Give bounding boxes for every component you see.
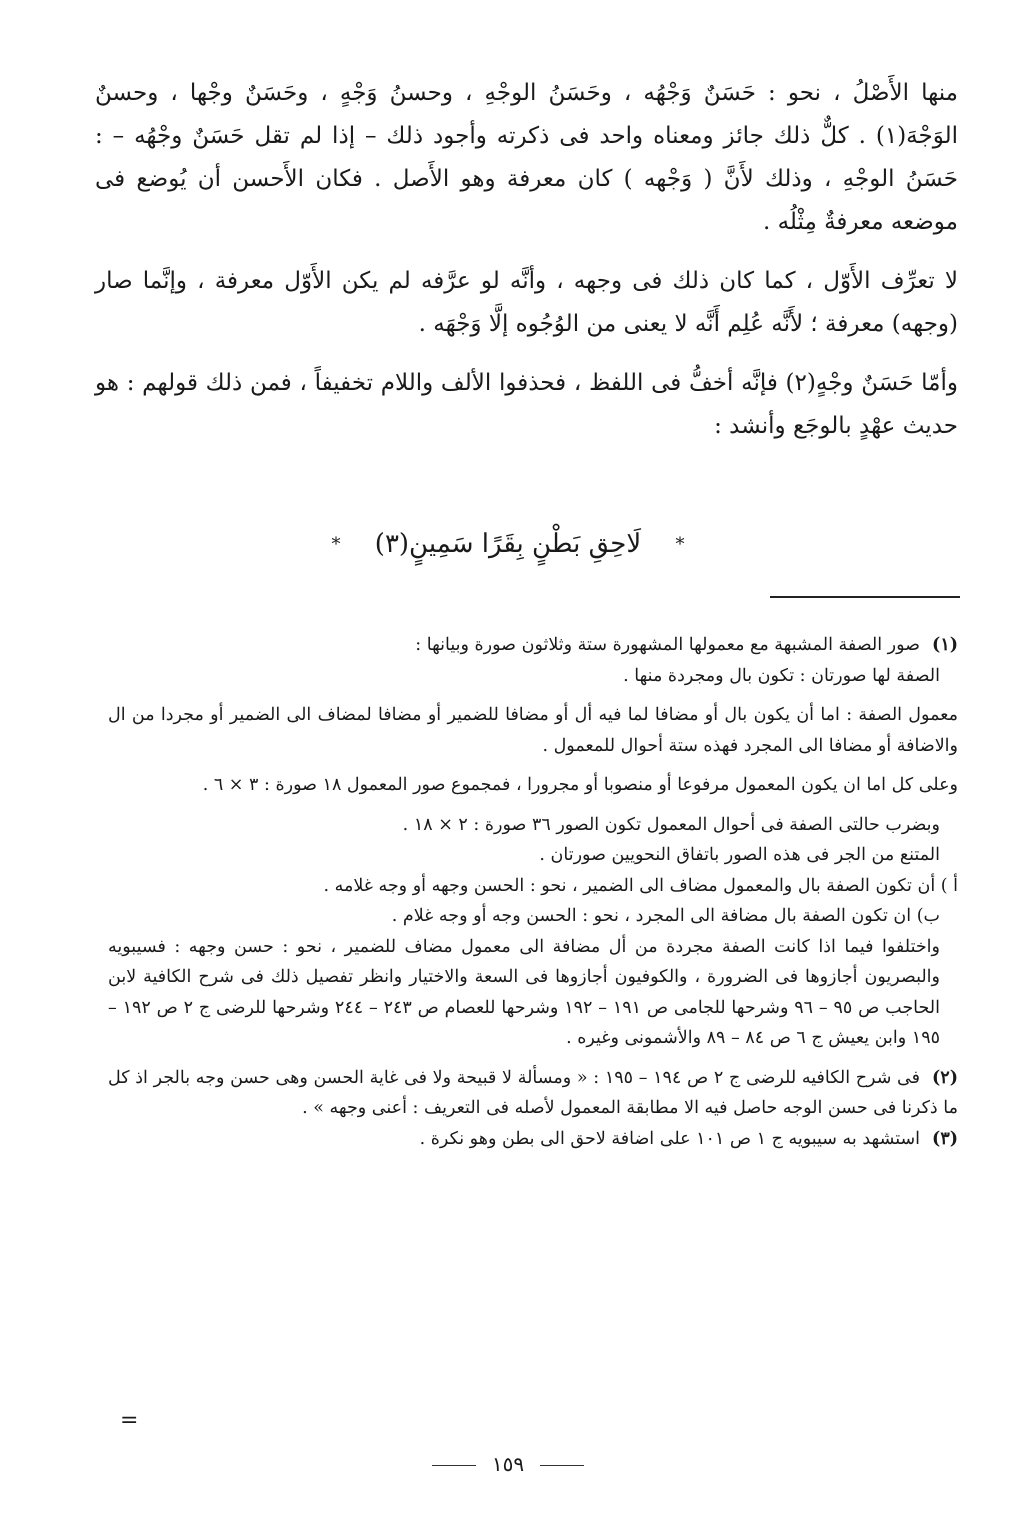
footnote-number: (١) xyxy=(932,635,958,655)
verse-star-left: * xyxy=(331,534,341,555)
footnote-line: الصفة لها صورتان : تكون بال ومجردة منها . xyxy=(623,665,940,686)
footnote-line: وبضرب حالتى الصفة فى أحوال المعمول تكون الصور ٣٦ صورة : ٢ × ١٨ . xyxy=(402,814,940,835)
continuation-mark: = xyxy=(120,1408,139,1433)
page-number-row xyxy=(0,1452,1016,1476)
footnote-line: وعلى كل اما ان يكون المعمول مرفوعا أو منصوبا أو مجرورا ، فمجموع صور المعمول ١٨ صورة : ٣ × ٦ . xyxy=(202,775,958,795)
paragraph-1: منها الأَصْلُ ، نحو : حَسَنٌ وَجْهُه ، وحَسَنُ الوجْهِ ، وحسنُ وَجْهٍ ، وحَسَنٌ وجْها ، وحسنٌ الوَجْهَ(١) . كلٌّ ذلك جائز ومعناه واحد فى ذكرته وأجود ذلك – إذا لم تقل حَسَنٌ وجْهُه – : حَسَنُ الوجْهِ ، وذلك لأَنَّ ( وَجْهه ) كان معرفة وهو الأَصل . فكان الأَحسن أن يُوضع فى موضعه معرفةٌ مِثْلُه . xyxy=(95,80,958,235)
footnote-line: معمول الصفة : اما أن يكون بال أو مضافا لما فيه أل أو مضافا للضمير أو مضافا لمضاف الى الضمير أو مجردا من ال والاضافة أو مضافا الى المجرد فهذه ستة أحوال للمعمول . xyxy=(108,705,958,756)
footnote-separator xyxy=(770,596,960,598)
footnote-3 xyxy=(108,1124,958,1155)
footnote-line: واختلفوا فيما اذا كانت الصفة مجردة من أل مضافة الى معمول مضاف للضمير ، نحو : حسن وجهه : فسيبويه والبصريون أجازوها فى الضرورة ، والكوفيون أجازوها فى السعة والاختيار وانظر تفصيل ذلك فى شرح الكافية لابن الحاجب ص ٩٥ – ٩٦ وشرحها للجامى ص ١٩١ – ١٩٢ وشرحها للعصام ص ٢٤٣ – ٢٤٤ وشرحها للرضى ج ٢ ص ١٩٢ – ١٩٥ وابن يعيش ج ٦ ص ٨٤ – ٨٩ والأشمونى وغيره . xyxy=(108,936,940,1048)
page-number: ١٥٩ xyxy=(491,1452,525,1476)
footnote-line: أ ) أن تكون الصفة بال والمعمول مضاف الى الضمير ، نحو : الحسن وجهه أو وجه غلامه . xyxy=(323,875,958,896)
main-text xyxy=(95,72,958,448)
footnote-text: فى شرح الكافيه للرضى ج ٢ ص ١٩٤ – ١٩٥ : « ومسألة لا قبيحة ولا فى غاية الحسن وهى حسن وجه بالجر اذ كل ما ذكرنا فى حسن الوجه حاصل فيه الا مطابقة المعمول لأصله فى التعريف : أعنى وجهه » . xyxy=(108,1067,958,1118)
footnote-text: صور الصفة المشبهة مع معمولها المشهورة ستة وثلاثون صورة وبيانها : xyxy=(415,635,921,655)
footnote-text: استشهد به سيبويه ج ١ ص ١٠١ على اضافة لاحق الى بطن وهو نكرة . xyxy=(419,1128,921,1149)
footnote-line: المتنع من الجر فى هذه الصور باتفاق النحويين صورتان . xyxy=(539,845,940,865)
footnote-line: ب) ان تكون الصفة بال مضافة الى المجرد ، نحو : الحسن وجه أو وجه غلام . xyxy=(391,906,940,926)
footnote-number: (٣) xyxy=(932,1128,958,1149)
page-number-dash-right xyxy=(540,1465,584,1467)
verse-text: لَاحِقِ بَطْنٍ بِقَرًا سَمِينٍ(٣) xyxy=(374,529,642,559)
footnote-number: (٢) xyxy=(932,1067,958,1088)
paragraph-3: وأمّا حَسَنٌ وجْهٍ(٢) فإنَّه أخفُّ فى اللفظ ، فحذفوا الألف واللام تخفيفاً ، فمن ذلك قولهم : هو حديث عهْدٍ بالوجَع وأنشد : xyxy=(95,370,958,439)
page-number-dash-left xyxy=(432,1465,476,1467)
paragraph-2: لا تعرِّف الأَوّل ، كما كان ذلك فى وجهه ، وأنَّه لو عرَّفه لم يكن الأَوّل معرفة ، وإنَّما صار (وجهه) معرفة ؛ لأَنَّه عُلِم أَنَّه لا يعنى من الوُجُوه إلَّا وَجْهَه . xyxy=(95,268,958,337)
footnotes xyxy=(108,630,958,1154)
footnote-1 xyxy=(108,630,958,661)
footnote-2 xyxy=(108,1063,958,1124)
verse-star-right: * xyxy=(675,534,685,555)
poetry-verse xyxy=(0,522,1016,567)
